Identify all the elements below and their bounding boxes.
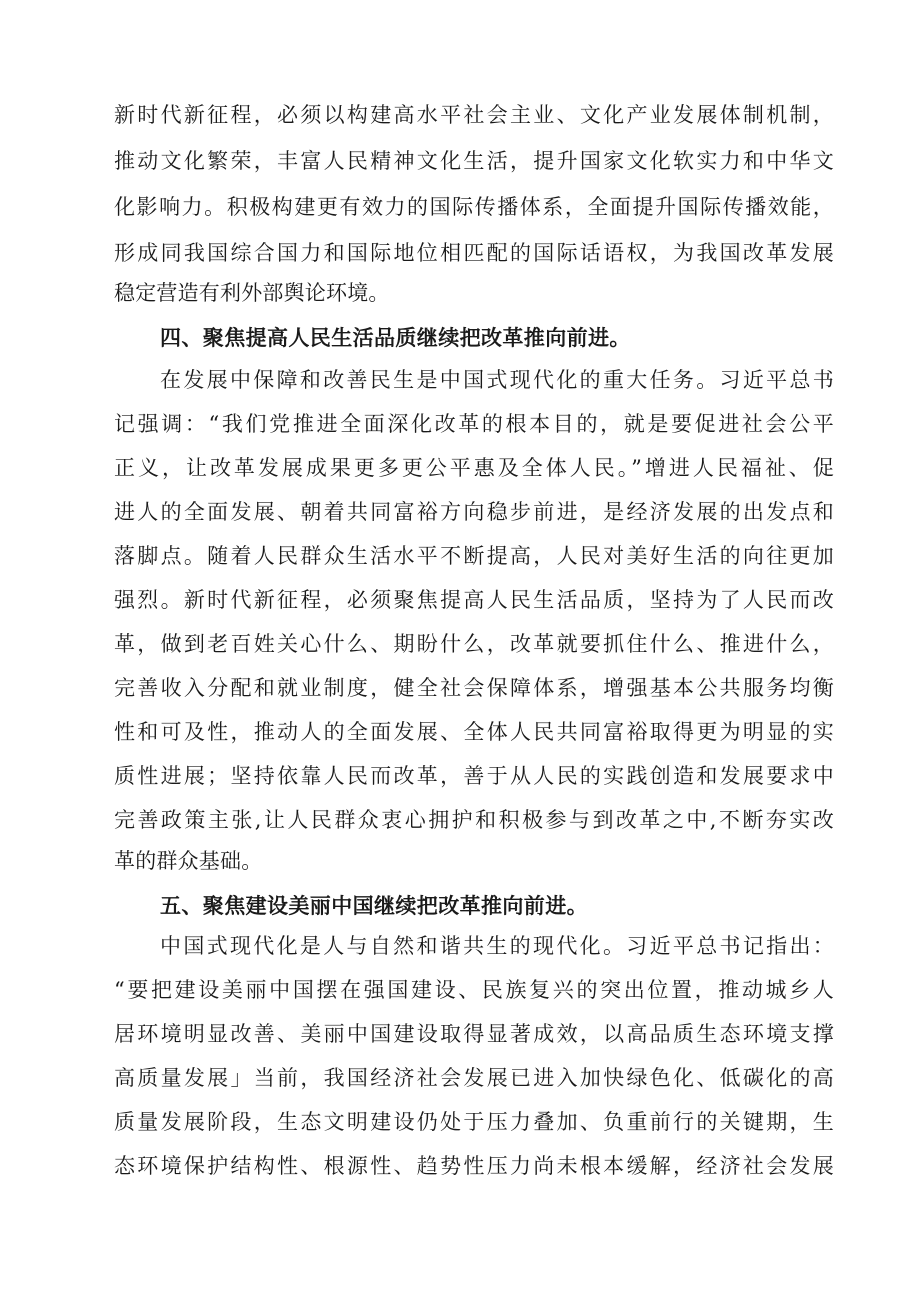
paragraph-line: 化影响力。积极构建更有效力的国际传播体系，全面提升国际传播效能， (114, 195, 834, 219)
paragraph-line: 高质量发展」当前，我国经济社会发展已进入加快绿色化、低碳化的高 (114, 1066, 834, 1090)
section-heading-5: 五、聚焦建设美丽中国继续把改革推向前进。 (160, 894, 588, 918)
paragraph-line: 记强调：“我们党推进全面深化改革的根本目的，就是要促进社会公平 (114, 412, 834, 436)
paragraph-line: 性和可及性，推动人的全面发展、全体人民共同富裕取得更为明显的实 (114, 720, 834, 744)
paragraph-line: 革的群众基础。 (114, 849, 263, 873)
paragraph-line: 完善政策主张,让人民群众衷心拥护和积极参与到改革之中,不断夯实改 (114, 808, 834, 832)
paragraph-line: 中国式现代化是人与自然和谐共生的现代化。习近平总书记指出： (160, 934, 834, 958)
paragraph-line: 强烈。新时代新征程，必须聚焦提高人民生活品质，坚持为了人民而改 (114, 588, 834, 612)
paragraph-line: “要把建设美丽中国摆在强国建设、民族复兴的突出位置，推动城乡人 (114, 978, 834, 1002)
paragraph-line: 形成同我国综合国力和国际地位相匹配的国际话语权，为我国改革发展 (114, 241, 834, 265)
section-heading-4: 四、聚焦提高人民生活品质继续把改革推向前进。 (160, 326, 631, 350)
paragraph-line: 革，做到老百姓关心什么、期盼什么，改革就要抓住什么、推进什么， (114, 632, 834, 656)
paragraph-line: 落脚点。随着人民群众生活水平不断提高，人民对美好生活的向往更加 (114, 544, 834, 568)
paragraph-line: 正义，让改革发展成果更多更公平惠及全体人民。”增进人民福祉、促 (114, 456, 834, 480)
paragraph-line: 质量发展阶段，生态文明建设仍处于压力叠加、负重前行的关键期，生 (114, 1110, 834, 1134)
paragraph-line: 在发展中保障和改善民生是中国式现代化的重大任务。习近平总书 (160, 368, 834, 392)
paragraph-line: 推动文化繁荣，丰富人民精神文化生活，提升国家文化软实力和中华文 (114, 149, 834, 173)
paragraph-line: 进人的全面发展、朝着共同富裕方向稳步前进，是经济发展的出发点和 (114, 500, 834, 524)
paragraph-line: 态环境保护结构性、根源性、趋势性压力尚未根本缓解，经济社会发展 (114, 1154, 834, 1178)
paragraph-line: 新时代新征程，必须以构建高水平社会主业、文化产业发展体制机制， (114, 103, 834, 127)
paragraph-line: 居环境明显改善、美丽中国建设取得显著成效，以高品质生态环境支撑 (114, 1022, 834, 1046)
paragraph-line: 稳定营造有利外部舆论环境。 (114, 281, 390, 305)
paragraph-line: 完善收入分配和就业制度，健全社会保障体系，增强基本公共服务均衡 (114, 676, 834, 700)
paragraph-line: 质性进展；坚持依靠人民而改革，善于从人民的实践创造和发展要求中 (114, 764, 834, 788)
